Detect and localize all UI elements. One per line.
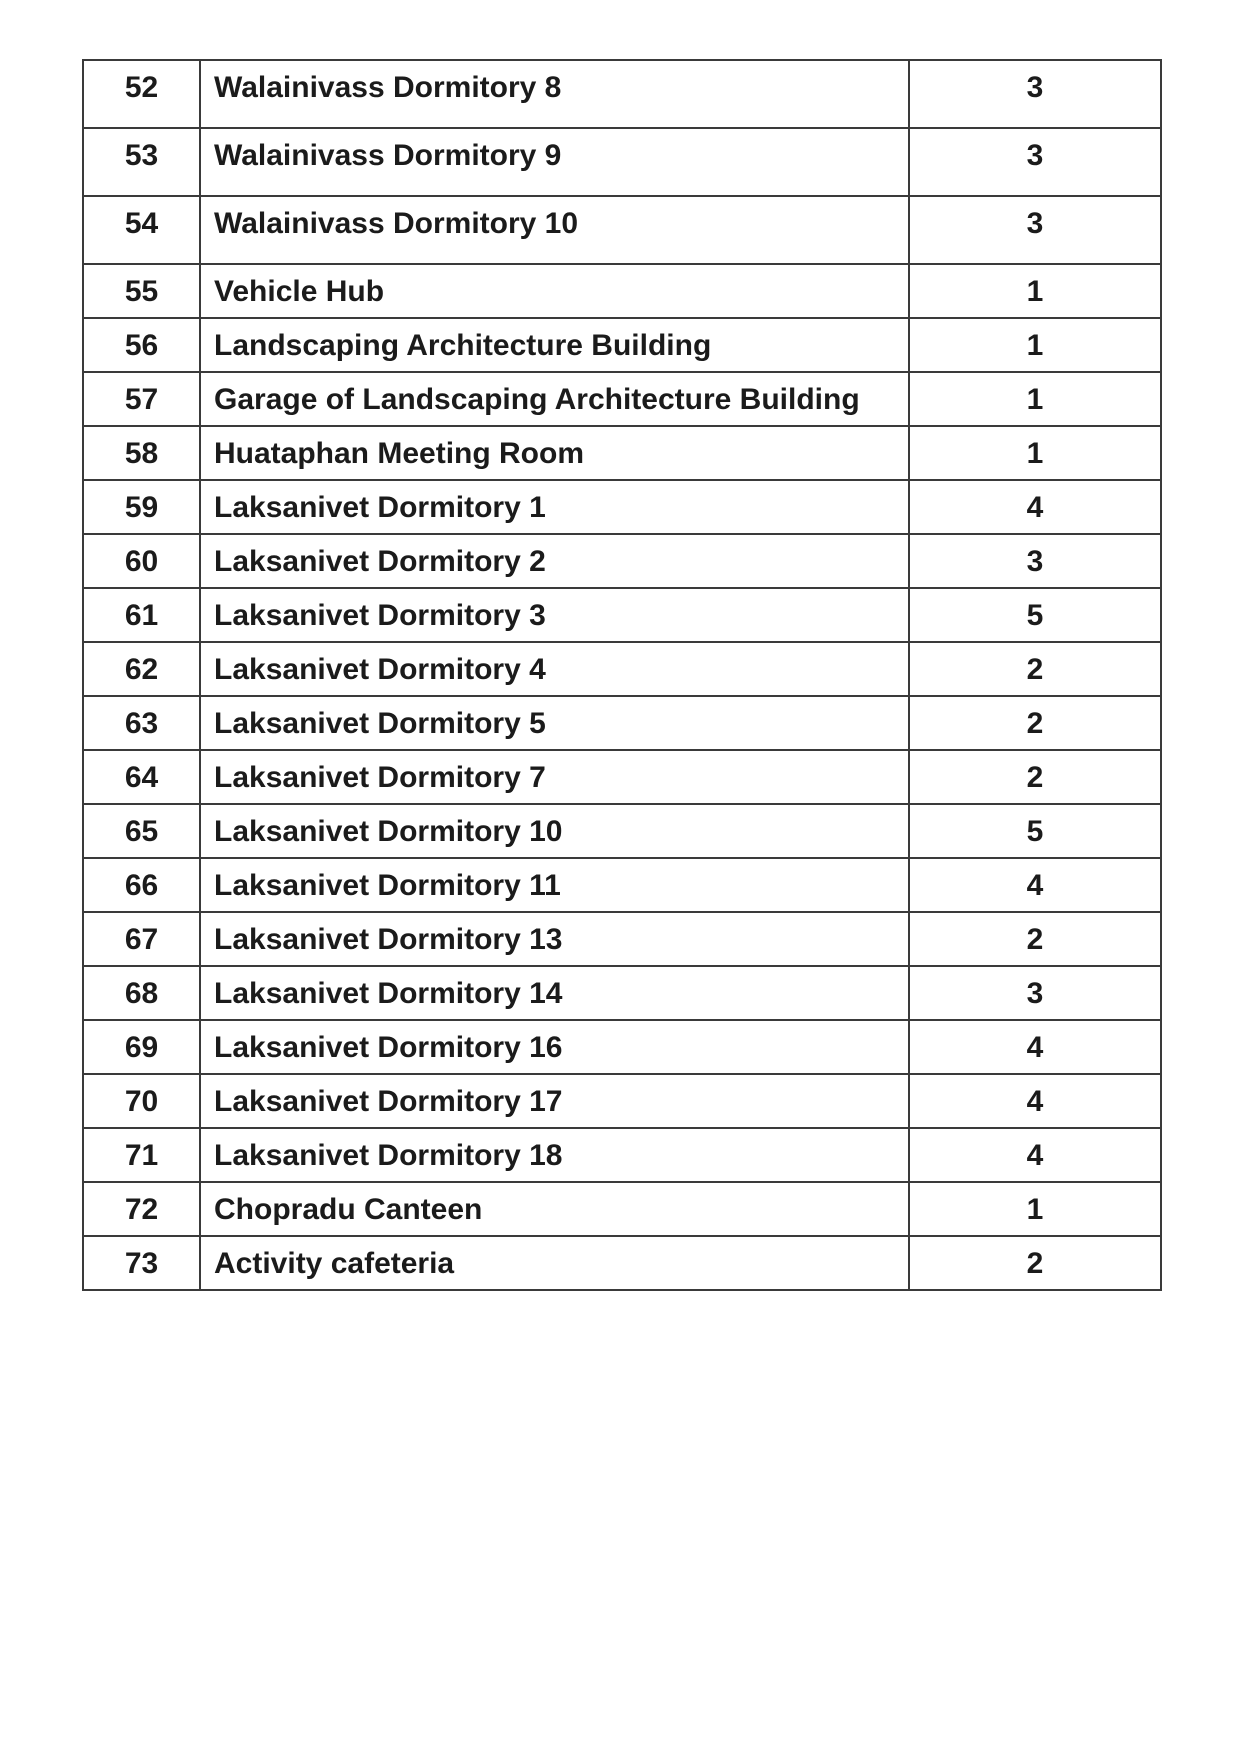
room-count-cell: 4 xyxy=(909,1128,1161,1182)
table-row xyxy=(83,858,1161,912)
row-number-cell: 55 xyxy=(83,264,200,318)
room-count-cell: 2 xyxy=(909,696,1161,750)
row-number-cell: 65 xyxy=(83,804,200,858)
table-row xyxy=(83,60,1161,128)
building-name-cell: Activity cafeteria xyxy=(200,1236,909,1290)
row-number-cell: 71 xyxy=(83,1128,200,1182)
row-number-cell: 70 xyxy=(83,1074,200,1128)
table-row xyxy=(83,912,1161,966)
table-row xyxy=(83,264,1161,318)
row-number-cell: 66 xyxy=(83,858,200,912)
building-name-cell: Laksanivet Dormitory 18 xyxy=(200,1128,909,1182)
room-count-cell: 4 xyxy=(909,1074,1161,1128)
row-number-cell: 61 xyxy=(83,588,200,642)
room-count-cell: 3 xyxy=(909,60,1161,128)
building-name-cell: Laksanivet Dormitory 10 xyxy=(200,804,909,858)
room-count-cell: 3 xyxy=(909,534,1161,588)
row-number-cell: 63 xyxy=(83,696,200,750)
room-count-cell: 2 xyxy=(909,912,1161,966)
building-name-cell: Laksanivet Dormitory 17 xyxy=(200,1074,909,1128)
room-count-cell: 1 xyxy=(909,372,1161,426)
row-number-cell: 57 xyxy=(83,372,200,426)
building-name-cell: Landscaping Architecture Building xyxy=(200,318,909,372)
room-count-cell: 4 xyxy=(909,480,1161,534)
table-row xyxy=(83,480,1161,534)
room-count-cell: 3 xyxy=(909,128,1161,196)
building-name-cell: Laksanivet Dormitory 16 xyxy=(200,1020,909,1074)
room-count-cell: 2 xyxy=(909,750,1161,804)
room-count-cell: 5 xyxy=(909,804,1161,858)
table-row xyxy=(83,750,1161,804)
table-row xyxy=(83,1236,1161,1290)
room-count-cell: 1 xyxy=(909,264,1161,318)
row-number-cell: 69 xyxy=(83,1020,200,1074)
building-name-cell: Walainivass Dormitory 8 xyxy=(200,60,909,128)
building-table-body xyxy=(83,60,1161,1290)
table-row xyxy=(83,642,1161,696)
table-row xyxy=(83,1020,1161,1074)
row-number-cell: 56 xyxy=(83,318,200,372)
room-count-cell: 5 xyxy=(909,588,1161,642)
building-name-cell: Laksanivet Dormitory 1 xyxy=(200,480,909,534)
row-number-cell: 58 xyxy=(83,426,200,480)
table-row xyxy=(83,318,1161,372)
building-name-cell: Chopradu Canteen xyxy=(200,1182,909,1236)
room-count-cell: 2 xyxy=(909,642,1161,696)
table-row xyxy=(83,696,1161,750)
room-count-cell: 4 xyxy=(909,1020,1161,1074)
building-name-cell: Laksanivet Dormitory 4 xyxy=(200,642,909,696)
table-row xyxy=(83,128,1161,196)
table-row xyxy=(83,196,1161,264)
row-number-cell: 67 xyxy=(83,912,200,966)
room-count-cell: 2 xyxy=(909,1236,1161,1290)
row-number-cell: 64 xyxy=(83,750,200,804)
table-row xyxy=(83,1074,1161,1128)
building-name-cell: Laksanivet Dormitory 7 xyxy=(200,750,909,804)
building-list-table xyxy=(82,59,1162,1291)
building-name-cell: Huataphan Meeting Room xyxy=(200,426,909,480)
room-count-cell: 1 xyxy=(909,318,1161,372)
row-number-cell: 73 xyxy=(83,1236,200,1290)
row-number-cell: 68 xyxy=(83,966,200,1020)
row-number-cell: 54 xyxy=(83,196,200,264)
row-number-cell: 62 xyxy=(83,642,200,696)
building-name-cell: Garage of Landscaping Architecture Building xyxy=(200,372,909,426)
room-count-cell: 3 xyxy=(909,966,1161,1020)
table-row xyxy=(83,966,1161,1020)
row-number-cell: 59 xyxy=(83,480,200,534)
table-row xyxy=(83,588,1161,642)
room-count-cell: 4 xyxy=(909,858,1161,912)
row-number-cell: 72 xyxy=(83,1182,200,1236)
table-row xyxy=(83,1128,1161,1182)
building-name-cell: Laksanivet Dormitory 13 xyxy=(200,912,909,966)
table-row xyxy=(83,426,1161,480)
table-row xyxy=(83,372,1161,426)
table-row xyxy=(83,804,1161,858)
table-row xyxy=(83,1182,1161,1236)
room-count-cell: 1 xyxy=(909,426,1161,480)
building-name-cell: Walainivass Dormitory 9 xyxy=(200,128,909,196)
building-name-cell: Laksanivet Dormitory 3 xyxy=(200,588,909,642)
building-name-cell: Vehicle Hub xyxy=(200,264,909,318)
building-name-cell: Laksanivet Dormitory 14 xyxy=(200,966,909,1020)
row-number-cell: 53 xyxy=(83,128,200,196)
row-number-cell: 52 xyxy=(83,60,200,128)
table-row xyxy=(83,534,1161,588)
room-count-cell: 1 xyxy=(909,1182,1161,1236)
room-count-cell: 3 xyxy=(909,196,1161,264)
building-name-cell: Walainivass Dormitory 10 xyxy=(200,196,909,264)
row-number-cell: 60 xyxy=(83,534,200,588)
building-name-cell: Laksanivet Dormitory 2 xyxy=(200,534,909,588)
building-name-cell: Laksanivet Dormitory 11 xyxy=(200,858,909,912)
building-name-cell: Laksanivet Dormitory 5 xyxy=(200,696,909,750)
